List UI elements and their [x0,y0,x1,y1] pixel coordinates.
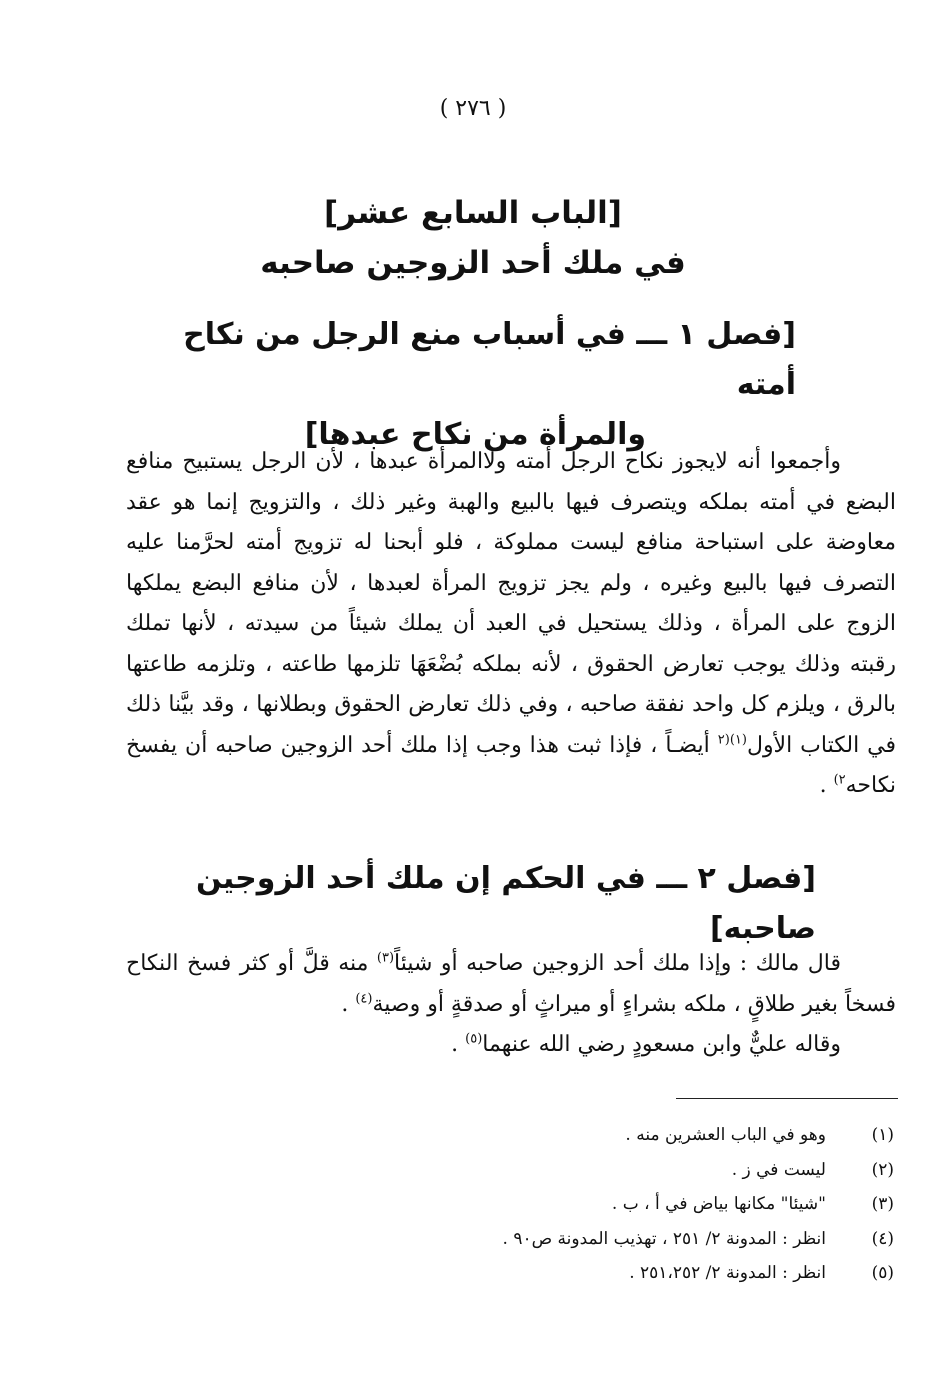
footnote-3 [134,1187,894,1222]
section1-text-part1: وأجمعوا أنه لايجوز نكاح الرجل أمته ولاالمرأة عبدها ، لأن الرجل يستبيح منافع البضع في أمته بملكه ويتصرف فيها بالبيع والهبة وغير ذلك ، والتزويج إنما هو عقد معاوضة على استباحة منافع ليست مملوكة ، فلو أبحنا له تزويج أمته لحرَّمنا عليه التصرف فيها بالبيع وغيره ، ولم يجز تزويج المرأة لعبدها ، لأن منافع البضع يملكها الزوج على المرأة ، وذلك يستحيل في العبد أن يملك شيئاً من سيدته ، لأنها تملك رقبته وذلك يوجب تعارض الحقوق ، لأنه بملكه بُضْعَهَا تلزمها طاعته ، وتلزمه طاعتها بالرق ، ويلزم كل واحد نفقة صاحبه ، وفي ذلك تعارض الحقوق وبطلانها ، وقد بيَّنا ذلك في الكتاب الأول [126,449,896,758]
footnote-ref-2-open: (٢ [717,732,730,748]
chapter-title-line1: [الباب السابع عشر] [324,195,622,231]
section1-title [136,310,796,460]
footnote-4 [134,1222,894,1257]
section2-paragraph-2 [126,1025,896,1066]
section2-paragraph-1 [126,944,896,1025]
section1-body [126,442,896,807]
footnote-text: ليست في ز . [731,1159,826,1180]
footnote-text: انظر : المدونة ٢/ ٢٥١ ، تهذيب المدونة ص٩٠ . [502,1228,826,1249]
section2-body [126,944,896,1066]
footnote-number: (٥) [871,1263,894,1283]
footnote-ref-4: (٤) [355,991,373,1007]
page-number: ( ٢٧٦ ) [439,96,507,121]
section2-title: [فصل ٢ ـــ في الحكم إن ملك أحد الزوجين صاحبه] [195,861,816,946]
chapter-title [0,188,946,288]
section1-text-part2: أيضـاً ، فإذا ثبت هذا وجب إذا ملك أحد الزوجين صاحبه أن يفسخ نكاحه [126,732,896,798]
footnote-number: (٢) [871,1159,894,1180]
footnote-number: (٣) [871,1194,894,1214]
footnote-ref-1: (١) [729,732,747,748]
footnote-text: انظر : المدونة ٢/ ٢٥١،٢٥٢ . [629,1263,826,1283]
section1-title-line1: [فصل ١ ـــ في أسباب منع الرجل من نكاح أمته [183,317,796,402]
section2-p2-end: . [451,1032,466,1057]
footnote-number: (١) [871,1125,894,1145]
chapter-title-line2: في ملك أحد الزوجين صاحبه [260,245,686,281]
section2-p1-part1: قال مالك : وإذا ملك أحد الزوجين صاحبه أو شيئاً [394,951,841,976]
section2-p2-text: وقاله عليٌّ وابن مسعودٍ رضي الله عنهما [482,1032,841,1057]
footnote-text: وهو في الباب العشرين منه . [625,1125,826,1145]
footnote-ref-5: (٥) [465,1031,483,1047]
section1-text-end: . [819,773,834,798]
footnote-ref-3: (٣) [376,950,395,966]
section2-p1-part2: منه قلَّ أو كثر فسخ النكاح فسخاً بغير طلاقٍ ، ملكه بشراءٍ أو ميراثٍ أو صدقةٍ أو وصية [126,951,896,1017]
footnote-number: (٤) [871,1228,894,1249]
footnote-ref-2-close: ٢) [833,772,846,788]
footnote-text: "شيئا" مكانها بياض في أ ، ب . [611,1194,826,1214]
footnote-1 [134,1118,894,1153]
section1-title-line2: والمرأة من نكاح عبدها] [304,417,646,452]
footnote-5 [134,1256,894,1291]
section2-p1-end: . [341,991,356,1017]
footnote-separator [676,1098,898,1099]
footnote-2 [134,1153,894,1188]
footnotes [134,1118,894,1291]
section1-paragraph [126,442,896,807]
